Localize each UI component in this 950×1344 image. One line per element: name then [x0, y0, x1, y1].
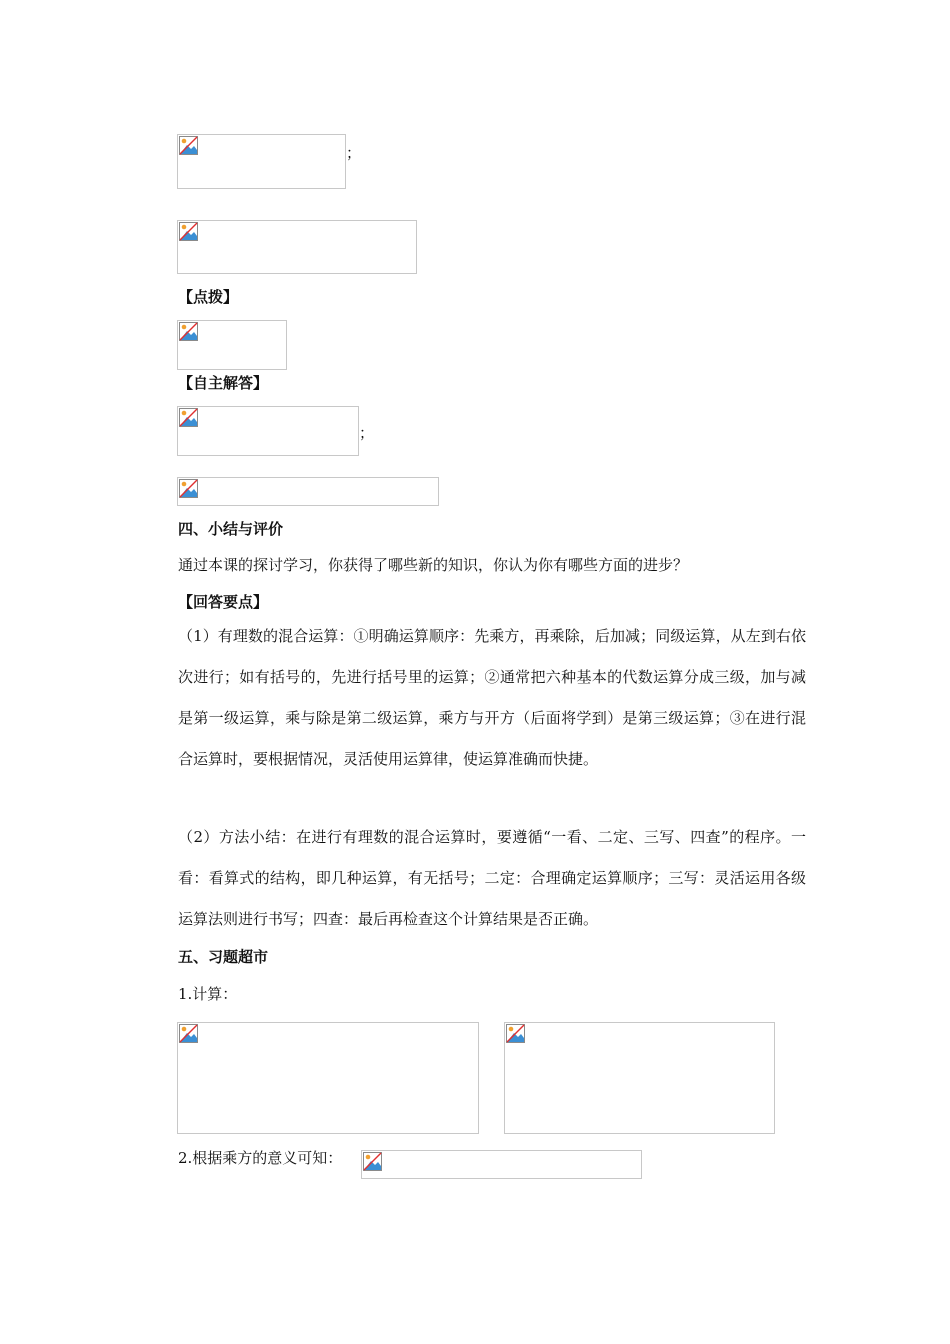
- section-four-title: 四、小结与评价: [178, 520, 284, 538]
- semicolon-text: ；: [346, 144, 362, 162]
- formula-image-1: [177, 134, 346, 189]
- exercise-1-image-left: [177, 1022, 479, 1134]
- section-four-question: 通过本课的探讨学习，你获得了哪些新的知识，你认为你有哪些方面的进步？: [178, 556, 689, 574]
- heading-answer-points: 【回答要点】: [178, 593, 269, 611]
- heading-dianbo: 【点拨】: [178, 288, 239, 306]
- semicolon-text: ；: [359, 424, 375, 442]
- broken-image-icon: [179, 136, 198, 155]
- answer-point-1: （1）有理数的混合运算：①明确运算顺序：先乘方，再乘除，后加减；同级运算，从左到右依次进行；如有括号的，先进行括号里的运算；②通常把六种基本的代数运算分成三级，加与减是第一级运算，乘与除是第二级运算，乘方与开方（后面将学到）是第三级运算；③在进行混合运算时，要根据情况，灵活使用运算律，使运算准确而快捷。: [178, 627, 806, 768]
- broken-image-icon: [179, 1024, 198, 1043]
- broken-image-icon: [179, 222, 198, 241]
- formula-image-3: [177, 320, 287, 370]
- broken-image-icon: [179, 322, 198, 341]
- exercise-2-label: 2.根据乘方的意义可知：: [178, 1149, 343, 1167]
- answer-point-2: （2）方法小结：在进行有理数的混合运算时，要遵循“一看、二定、三写、四查”的程序。一看：看算式的结构，即几种运算，有无括号；二定：合理确定运算顺序；三写：灵活运用各级运算法则进行书写；四查：最后再检查这个计算结果是否正确。: [178, 828, 806, 928]
- broken-image-icon: [363, 1152, 382, 1171]
- broken-image-icon: [506, 1024, 525, 1043]
- exercise-2-image: [361, 1150, 642, 1179]
- broken-image-icon: [179, 408, 198, 427]
- formula-image-5: [177, 477, 439, 506]
- formula-image-4: [177, 406, 359, 456]
- heading-zizhu: 【自主解答】: [178, 374, 269, 392]
- exercise-1-image-right: [504, 1022, 775, 1134]
- section-five-title: 五、习题超市: [178, 948, 269, 966]
- formula-image-2: [177, 220, 417, 274]
- broken-image-icon: [179, 479, 198, 498]
- exercise-1-label: 1.计算：: [178, 985, 238, 1003]
